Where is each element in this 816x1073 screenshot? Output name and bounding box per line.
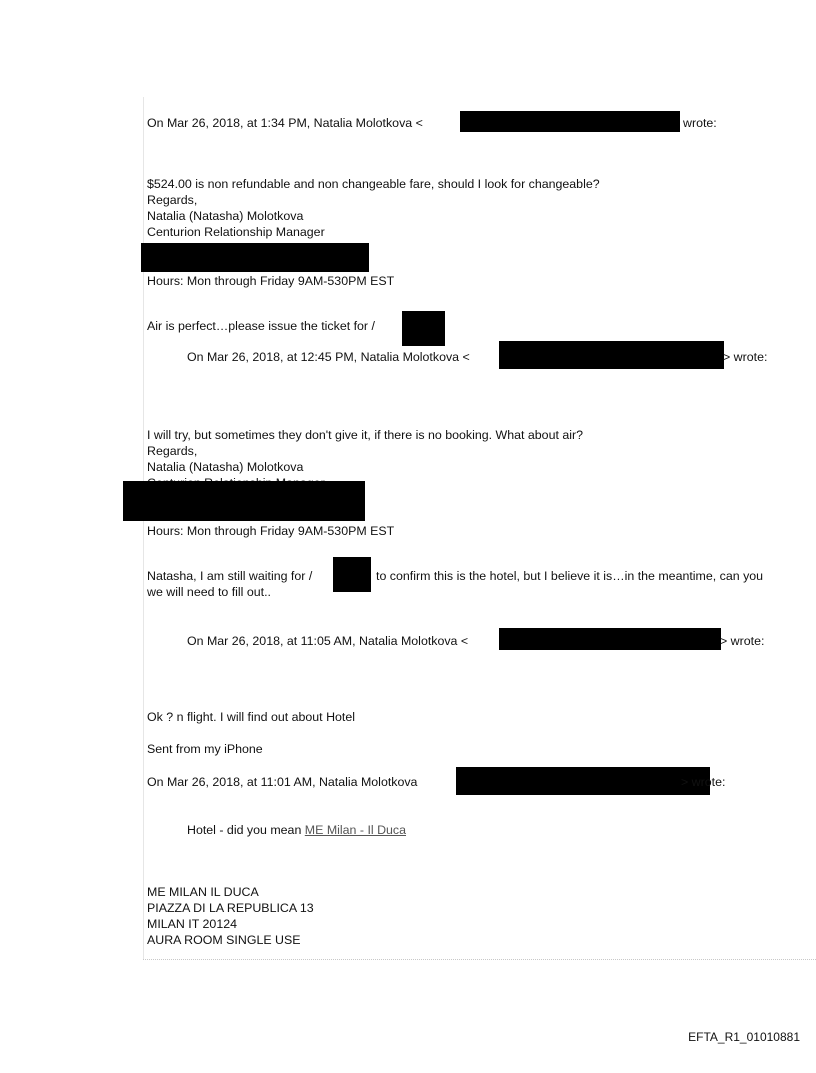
address-line2: PIAZZA DI LA REPUBLICA 13: [147, 901, 314, 915]
email4-body: [187, 822, 406, 838]
email4-header-suffix: > wrote:: [681, 775, 726, 789]
email1-header-prefix: On Mar 26, 2018, at 1:34 PM, Natalia Molotkova <: [147, 116, 423, 130]
redacted-name: [333, 557, 371, 592]
quote-border-bottom: [143, 959, 816, 960]
email1-sig-title: Centurion Relationship Manager: [147, 225, 325, 239]
email1-sig-name: Natalia (Natasha) Molotkova: [147, 209, 304, 223]
redacted-email-address: [456, 767, 710, 795]
reply2-line1-after: to confirm this is the hotel, but I believe it is…in the meantime, can you: [376, 569, 764, 583]
reply3-sent-from: Sent from my iPhone: [147, 742, 263, 756]
email3-header-suffix: > wrote:: [720, 634, 765, 648]
email2-body: I will try, but sometimes they don't give it, if there is no booking. What about air?: [147, 428, 584, 442]
redacted-email-address: [499, 628, 721, 650]
address-line3: MILAN IT 20124: [147, 917, 237, 931]
hotel-link[interactable]: ME Milan - Il Duca: [304, 823, 407, 837]
email2-header-prefix: On Mar 26, 2018, at 12:45 PM, Natalia Molotkova <: [187, 350, 470, 364]
redacted-email-address: [499, 341, 724, 369]
email1-body: $524.00 is non refundable and non changeable fare, should I look for changeable?: [147, 177, 600, 191]
email2-regards: Regards,: [147, 444, 198, 458]
redacted-contact-block: [123, 481, 365, 521]
email1-regards: Regards,: [147, 193, 198, 207]
reply2-line1-before: Natasha, I am still waiting for /: [147, 569, 313, 583]
email2-hours: Hours: Mon through Friday 9AM-530PM EST: [147, 524, 395, 538]
redacted-name: [402, 311, 445, 346]
document-id: EFTA_R1_01010881: [688, 1030, 800, 1044]
reply2-line2: we will need to fill out..: [147, 585, 271, 599]
redacted-contact-block: [141, 243, 369, 272]
email2-header-suffix: > wrote:: [723, 350, 768, 364]
address-line4: AURA ROOM SINGLE USE: [147, 933, 301, 947]
address-line1: ME MILAN IL DUCA: [147, 885, 259, 899]
reply3-text: Ok ? n flight. I will find out about Hotel: [147, 710, 355, 724]
email3-header-prefix: On Mar 26, 2018, at 11:05 AM, Natalia Molotkova <: [187, 634, 469, 648]
reply1-text: Air is perfect…please issue the ticket for /: [147, 319, 375, 333]
email2-sig-name: Natalia (Natasha) Molotkova: [147, 460, 304, 474]
email4-body-prefix: Hotel - did you mean: [187, 823, 302, 837]
email4-header-prefix: On Mar 26, 2018, at 11:01 AM, Natalia Molotkova: [147, 775, 418, 789]
redacted-email-address: [460, 111, 680, 132]
quote-border-left: [143, 97, 144, 959]
email1-hours: Hours: Mon through Friday 9AM-530PM EST: [147, 274, 395, 288]
email1-header-suffix: wrote:: [683, 116, 717, 130]
